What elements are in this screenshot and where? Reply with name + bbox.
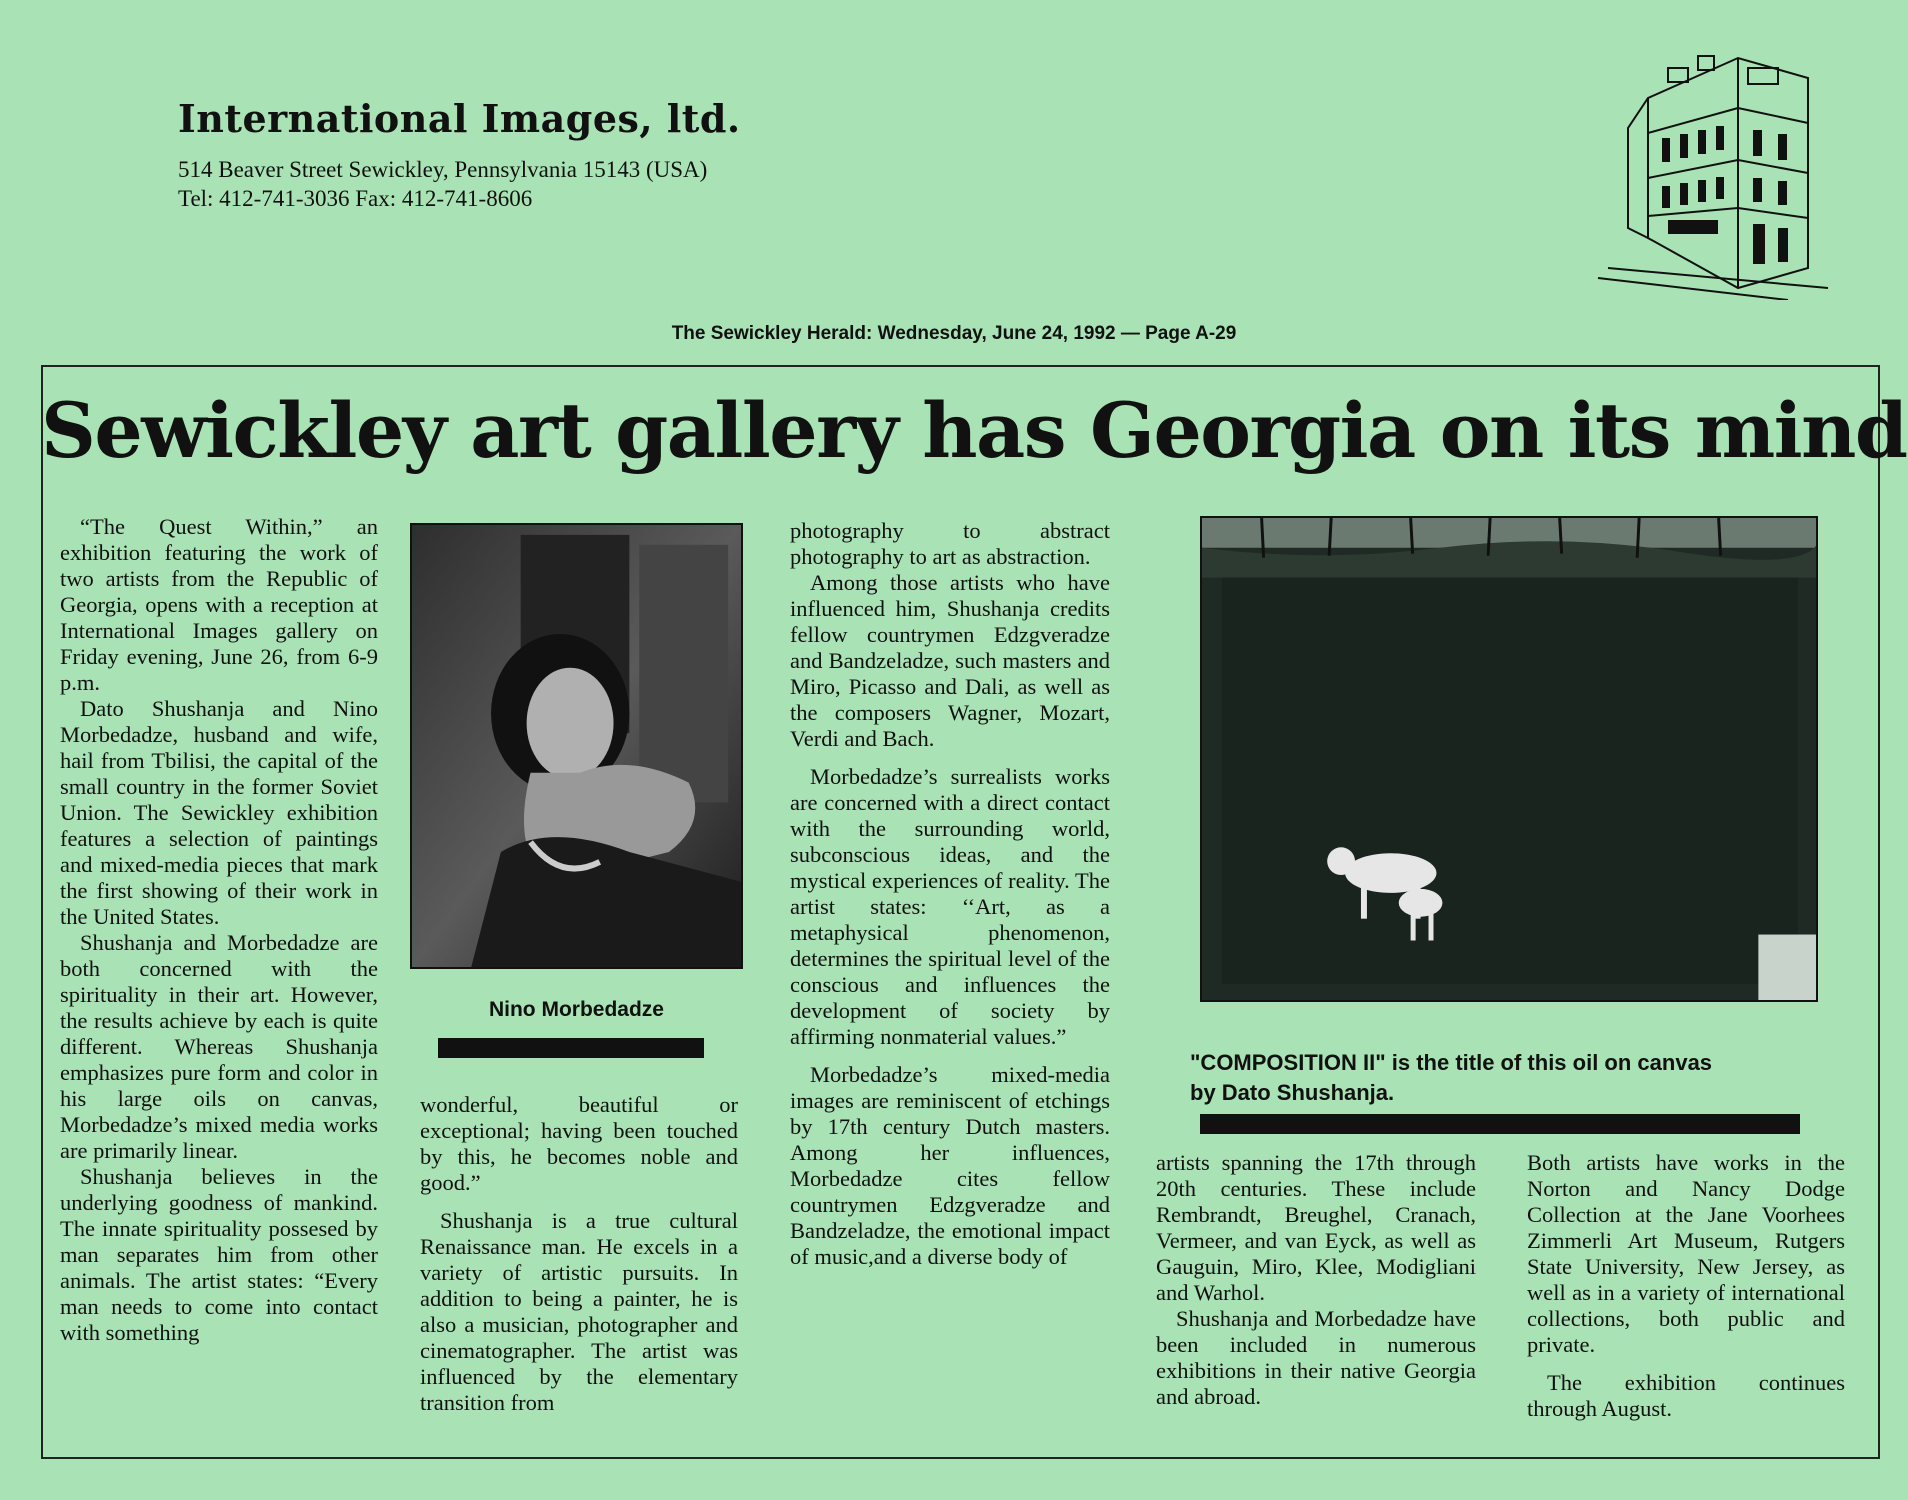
portrait-photo (410, 523, 743, 969)
article-column-3 (790, 518, 1110, 1270)
paragraph: Both artists have works in the Norton and Nancy Dodge Collection at the Jane Voorhees Zimmerli Art Museum, Rutgers State University, New Jersey, as well as in a variety of international collections, both public and private. (1527, 1150, 1845, 1357)
caption-rule (1200, 1114, 1800, 1134)
paragraph: Morbedadze’s surrealists works are concerned with a direct contact with the surrounding world, subconscious ideas, and the mystical experiences of reality. The artist states: ‘‘Art, as a metaphysical phenomenon, determines the spiritual level of the conscious and influences the development of society by affirming nonmaterial values.” (790, 764, 1110, 1049)
paragraph: artists spanning the 17th through 20th centuries. These include Rembrandt, Breughel, Cranach, Vermeer, and van Eyck, as well as Gauguin, Miro, Klee, Modigliani and Warhol. (1156, 1150, 1476, 1305)
paragraph: Among those artists who have influenced him, Shushanja credits fellow countrymen Edzgveradze and Bandzeladze, such masters and Miro, Picasso and Dali, as well as the composers Wagner, Mozart, Verdi and Bach. (790, 570, 1110, 751)
painting-caption-line-2: by Dato Shushanja. (1190, 1080, 1395, 1105)
headline: Sewickley art gallery has Georgia on its mind (41, 386, 1907, 475)
paragraph: Dato Shushanja and Nino Morbedadze, husband and wife, hail from Tbilisi, the capital of the small country in the former Soviet Union. The Sewickley exhibition features a selection of paintings and mixed-media pieces that mark the first showing of their work in the United States. (60, 696, 378, 929)
building-sketch-icon (1588, 38, 1838, 300)
company-phone: Tel: 412-741-3036 Fax: 412-741-8606 (178, 186, 533, 211)
paragraph: Shushanja and Morbedadze are both concerned with the spirituality in their art. However, the results achieve by each is quite different. Whereas Shushanja emphasizes pure form and color in his large oils on canvas, Morbedadze’s mixed media works are primarily linear. (60, 930, 378, 1163)
paragraph: Shushanja is a true cultural Renaissance man. He excels in a variety of artistic pursuits. In addition to being a painter, he is also a musician, photographer and cinematographer. The artist was influenced by the elementary transition from (420, 1208, 738, 1415)
paragraph: The exhibition continues through August. (1527, 1370, 1845, 1421)
photo-caption: Nino Morbedadze (488, 998, 664, 1021)
caption-rule (438, 1038, 704, 1058)
paragraph: Morbedadze’s mixed-media images are reminiscent of etchings by 17th century Dutch masters. Among her influences, Morbedadze cites fellow countrymen Edzgveradze and Bandzeladze, the emotional impact of music,and a diverse body of (790, 1062, 1110, 1269)
article-column-4 (1156, 1150, 1476, 1410)
painting-caption (1190, 1048, 1830, 1108)
company-address: 514 Beaver Street Sewickley, Pennsylvania 15143 (USA) (178, 157, 708, 182)
paragraph: photography to abstract photography to art as abstraction. (790, 518, 1110, 569)
article-column-5 (1527, 1150, 1845, 1422)
painting-photo (1200, 516, 1818, 1002)
article-column-1 (60, 514, 378, 1346)
paragraph: Shushanja and Morbedadze have been included in numerous exhibitions in their native Georgia and abroad. (1156, 1306, 1476, 1409)
portrait-photo-icon (412, 525, 741, 967)
dateline (0, 323, 1908, 345)
article-column-2 (420, 1092, 738, 1416)
paragraph: Shushanja believes in the underlying goodness of mankind. The innate spirituality possesed by man separates him from other animals. The artist states: “Every man needs to come into contact with something (60, 1164, 378, 1345)
painting-photo-icon (1202, 518, 1816, 1000)
dateline-text: The Sewickley Herald: Wednesday, June 24, 1992 — Page A-29 (671, 323, 1237, 344)
company-name: International Images, ltd. (178, 96, 741, 141)
paragraph: “The Quest Within,” an exhibition featuring the work of two artists from the Republic of Georgia, opens with a reception at International Images gallery on Friday evening, June 26, from 6-9 p.m. (60, 514, 378, 695)
paragraph: wonderful, beautiful or exceptional; having been touched by this, he becomes noble and good.” (420, 1092, 738, 1195)
painting-caption-line-1: "COMPOSITION II" is the title of this oil on canvas (1190, 1050, 1713, 1075)
